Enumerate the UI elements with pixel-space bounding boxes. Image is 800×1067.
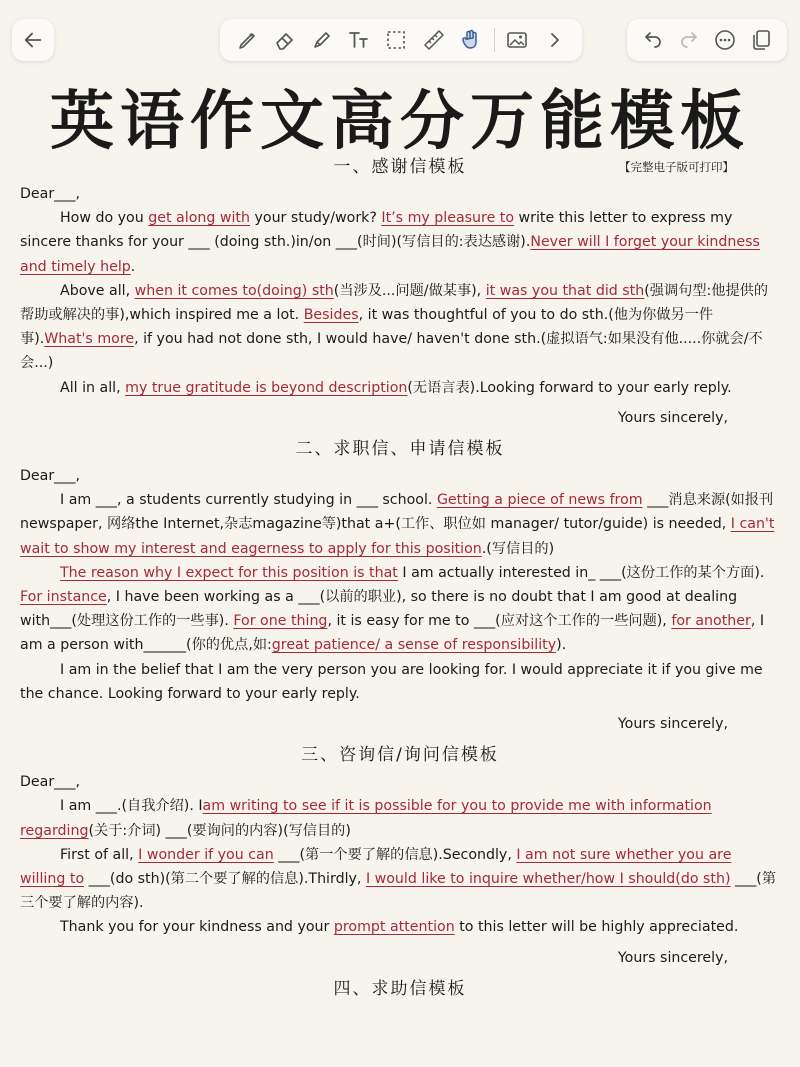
pencil-tool[interactable] bbox=[230, 24, 265, 56]
insert-image-button[interactable] bbox=[500, 24, 535, 56]
body-text: I am ___, a students currently studying in ___ school. bbox=[60, 492, 437, 509]
paragraph bbox=[20, 488, 780, 561]
section-heading-row bbox=[20, 152, 780, 182]
drawing-toolbar bbox=[220, 19, 582, 61]
body-text: I am actually interested in_ ___(这份工作的某个方面). bbox=[397, 564, 765, 581]
body-text: Thank you for your kindness and your bbox=[60, 919, 334, 936]
section-heading: 一、感谢信模板 bbox=[333, 157, 467, 177]
body-text: (无语言表).Looking forward to your early reply. bbox=[407, 379, 732, 396]
body-text: ). bbox=[556, 637, 567, 654]
body-text: .(写信目的) bbox=[481, 540, 555, 557]
body-text: your study/work? bbox=[249, 210, 382, 227]
highlighted-phrase: I would like to inquire whether/how I should(do sth) bbox=[365, 871, 731, 888]
highlighted-phrase: I am not sure whether you are willing to bbox=[20, 846, 732, 888]
lasso-tool[interactable] bbox=[379, 24, 414, 56]
back-button[interactable] bbox=[12, 19, 54, 61]
highlighted-phrase: get along with bbox=[148, 210, 250, 227]
page-title: 英语作文高分万能模板 bbox=[50, 84, 750, 159]
back-arrow-icon bbox=[22, 29, 44, 51]
body-text: All in all, bbox=[60, 379, 126, 396]
highlighter-tool[interactable] bbox=[304, 24, 339, 56]
highlighted-phrase: am writing to see if it is possible for you to provide me with information regarding bbox=[20, 798, 712, 839]
highlighted-phrase: my true gratitude is beyond description bbox=[125, 379, 408, 396]
text-tool-icon bbox=[347, 28, 371, 52]
section-heading-row bbox=[20, 740, 780, 770]
highlighted-phrase: I can't wait to show my interest and eagerness to apply for this position bbox=[20, 516, 775, 557]
highlighted-phrase: great patience/ a sense of responsibility bbox=[271, 637, 557, 654]
ruler-tool[interactable] bbox=[416, 24, 451, 56]
more-button[interactable] bbox=[707, 24, 743, 56]
body-text: (当涉及...问题/做某事), bbox=[333, 282, 486, 299]
highlighted-phrase: Besides bbox=[303, 307, 359, 324]
highlighted-phrase: prompt attention bbox=[333, 919, 455, 936]
pages-button[interactable] bbox=[743, 24, 779, 56]
paragraph bbox=[20, 376, 780, 400]
toolbar-expand-button[interactable] bbox=[537, 24, 572, 56]
body-text: ___(do sth)(第二个要了解的信息).Thirdly, bbox=[84, 871, 366, 888]
section-heading: 四、求助信模板 bbox=[333, 978, 467, 999]
body-text: ___(第三个要了解的内容). bbox=[20, 871, 777, 912]
body-text: (关于:介词) ___(要询问的内容)(写信目的) bbox=[88, 822, 351, 839]
redo-icon bbox=[677, 28, 701, 52]
body-text: I am ___.(自我介绍). I bbox=[60, 798, 203, 815]
body-text: First of all, bbox=[60, 846, 139, 863]
toolbar-divider bbox=[494, 28, 495, 52]
highlighted-phrase: I wonder if you can bbox=[138, 846, 274, 863]
body-text: , I have been working as a ___(以前的职业), so there is no doubt that I am good at dealing with___(处理这份工作的一些事). bbox=[20, 589, 738, 630]
paragraph bbox=[20, 206, 780, 279]
body-text: Above all, bbox=[60, 282, 135, 299]
pencil-icon bbox=[236, 28, 260, 52]
lasso-select-icon bbox=[384, 28, 408, 52]
eraser-icon bbox=[273, 28, 297, 52]
section-heading: 二、求职信、申请信模板 bbox=[295, 439, 505, 460]
body-text: to this letter will be highly appreciated. bbox=[454, 919, 739, 936]
paragraph bbox=[20, 658, 780, 706]
signoff: Yours sincerely, bbox=[617, 716, 728, 733]
highlighted-phrase: when it comes to(doing) sth bbox=[134, 282, 334, 299]
section-heading: 三、咨询信/询问信模板 bbox=[301, 745, 499, 766]
body-text: ___(第一个要了解的信息).Secondly, bbox=[273, 846, 517, 863]
signoff: Yours sincerely, bbox=[617, 949, 728, 966]
ruler-icon bbox=[422, 28, 446, 52]
pages-icon bbox=[749, 28, 773, 52]
body-text: , it is easy for me to ___(应对这个工作的一些问题), bbox=[327, 613, 672, 630]
eraser-tool[interactable] bbox=[267, 24, 302, 56]
hand-tool[interactable] bbox=[453, 24, 488, 56]
more-icon bbox=[713, 28, 737, 52]
highlighted-phrase: it was you that did sth bbox=[485, 282, 645, 299]
body-text: . bbox=[130, 258, 136, 275]
body-text: , I am a person with______(你的优点,如: bbox=[20, 613, 765, 654]
body-text: ___消息来源(如报刊newspaper, 网络the Internet,杂志magazine等)that a+(工作、职位如 manager/ tutor/guide) is needed, bbox=[20, 492, 774, 533]
print-note: 【完整电子版可打印】 bbox=[619, 160, 734, 174]
salutation: Dear___, bbox=[20, 774, 80, 791]
signoff: Yours sincerely, bbox=[617, 409, 728, 426]
highlighted-phrase: What's more bbox=[44, 331, 135, 348]
paragraph bbox=[20, 915, 780, 939]
highlighter-icon bbox=[310, 28, 334, 52]
undo-button[interactable] bbox=[635, 24, 671, 56]
body-text: How do you bbox=[60, 210, 149, 227]
body-text: (强调句型:他提供的帮助或解决的事),which inspired me a lot. bbox=[20, 282, 769, 324]
highlighted-phrase: It’s my pleasure to bbox=[381, 210, 515, 227]
text-tool[interactable] bbox=[342, 24, 377, 56]
section-heading-row bbox=[20, 434, 780, 464]
salutation: Dear___, bbox=[20, 186, 80, 202]
paragraph bbox=[20, 843, 780, 916]
image-icon bbox=[505, 28, 529, 52]
paragraph bbox=[20, 279, 780, 376]
highlighted-phrase: For instance bbox=[20, 589, 107, 606]
body-text: I am in the belief that I am the very person you are looking for. I would appreciate it if you give me the chance. Looking forward to your early reply. bbox=[20, 661, 763, 702]
salutation: Dear___, bbox=[20, 468, 80, 485]
highlighted-phrase: Getting a piece of news from bbox=[436, 492, 643, 509]
body-text: , if you had not done sth, I would have/ haven't done sth.(虚拟语气:如果没有他.....你就会/不会...) bbox=[20, 331, 763, 372]
highlighted-phrase: for another bbox=[671, 613, 751, 630]
highlighted-phrase: For one thing bbox=[233, 613, 328, 630]
redo-button[interactable] bbox=[671, 24, 707, 56]
action-toolbar bbox=[627, 19, 787, 61]
paragraph bbox=[20, 794, 780, 842]
undo-icon bbox=[641, 28, 665, 52]
paragraph bbox=[20, 561, 780, 658]
hand-gesture-icon bbox=[459, 28, 483, 52]
section-heading-row bbox=[20, 974, 780, 1004]
highlighted-phrase: Never will I forget your kindness and timely help bbox=[20, 234, 760, 275]
body-text: , it was thoughtful of you to do sth.(他为你做另一件事). bbox=[20, 307, 714, 348]
document-body bbox=[20, 152, 780, 1004]
body-text: write this letter to express my sincere thanks for your ___ (doing sth.)in/on ___(时间)(写信目的:表达感谢). bbox=[20, 210, 733, 251]
chevron-right-icon bbox=[542, 28, 566, 52]
highlighted-phrase: The reason why I expect for this position is that bbox=[60, 564, 398, 581]
